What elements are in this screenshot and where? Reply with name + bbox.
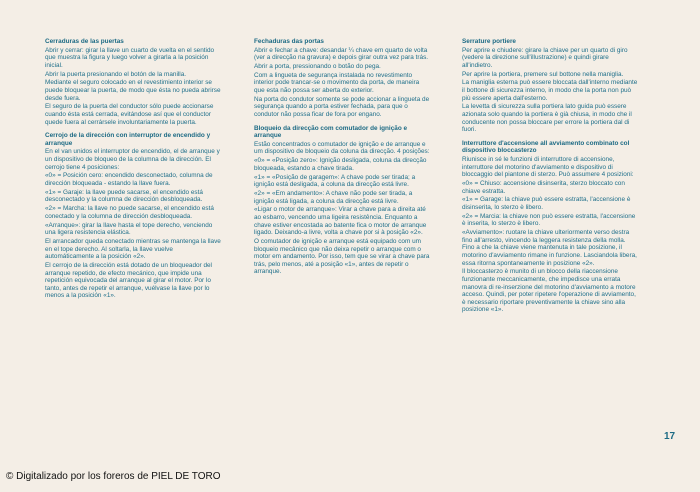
paragraph: «Avviamento»: ruotare la chiave ulteriormente verso destra fino all'arresto, vincendo la leggera resistenza della molla. Fino a che la chiave viene mantenuta in tale posizione, il motorino d'avviamento rimane in funzione. Lasciandola libera, essa ritorna spontaneamente in posizione «2». xyxy=(462,229,637,267)
paragraph: Mediante el seguro colocado en el revestimiento interior se puede bloquear la puerta, de modo que ésta no pueda abrirse desde fuera. xyxy=(45,79,221,102)
paragraph: Il bloccasterzo è munito di un blocco della riaccensione funzionante meccanicamente, che impedisce una errata manovra di re-inserzione del motorino d'avviamento a motore acceso. Quindi, per poter ripetere l'operazione di avviamento, è necessario riportare preventivamente la chiave sino alla posizione «1». xyxy=(462,268,636,314)
paragraph: «2» = Marcia: la chiave non può essere estratta, l'accensione è inserita, lo sterzo è libero. xyxy=(462,212,636,228)
paragraph: Abrir e fechar a chave: desandar ¼ chave em quarto de volta (ver a direcção na gravura) e depois girar outra vez para trás. xyxy=(254,46,429,62)
paragraph: La maniglia esterna può essere bloccata dall'interno mediante il bottone di sicurezza interno, in modo che la porta non può più essere aperta dall'esterno. xyxy=(462,79,638,102)
column-portuguese xyxy=(254,38,430,277)
page-number: 17 xyxy=(664,431,676,442)
paragraph: Abrir a porta, pressionando o botão do pega. xyxy=(254,62,381,70)
paragraph: La levetta di sicurezza sulla portiera lato guida può essere azionata solo quando la portiera è già chiusa, in modo che il conducente non possa bloccare per errore la portiera dal di fuori. xyxy=(462,103,632,134)
paragraph: Per aprire la portiera, premere sul bottone nella maniglia. xyxy=(462,70,624,78)
paragraph: «1» = Garaje: la llave puede sacarse, el encendido está desconectado y la columna de dirección desbloqueada. xyxy=(45,188,203,204)
column-italian xyxy=(462,38,638,315)
paragraph: Riunisce in sé le funzioni di interruttore di accensione, interruttore del motorino d'avviamento e dispositivo di bloccaggio del piantone di sterzo. Può assumere 4 posizioni: xyxy=(462,156,634,179)
footer-credit: © Digitalizado por los foreros de PIEL DE TORO xyxy=(6,471,221,482)
paragraph: Abrir la puerta presionando el botón de la manilla. xyxy=(45,70,187,78)
paragraph: «2» = Marcha: la llave no puede sacarse, el encendido está conectado y la columna de dirección desbloqueada. xyxy=(45,205,214,220)
section-heading: Serrature portiere xyxy=(462,38,516,45)
paragraph: En el van unidos el interruptor de encendido, el de arranque y un dispositivo de bloqueo de la columna de la dirección. El cerrojo tiene 4 posiciones: xyxy=(45,148,220,171)
paragraph: «1» = «Posição de garagem»: A chave pode ser tirada; a ignição está desligada, a coluna da direcção está livre. xyxy=(254,173,416,189)
paragraph: Abrir y cerrar: girar la llave un cuarto de vuelta en el sentido que muestra la figura y luego volver a girarla a la posición inicial. xyxy=(45,46,215,69)
paragraph: El cerrojo de la dirección está dotado de un bloqueador del arranque repetido, de efecto mecánico, que impide una repetición equivocada del arranque al girar el motor. Por lo tanto, antes de repetir el arranque, vuélvase la llave por lo menos a la posición «1». xyxy=(45,261,212,300)
paragraph: El seguro de la puerta del conductor sólo puede accionarse cuando ésta está cerrada, evitándose así que el conductor quede fuera al cerrársele involuntariamente la puerta. xyxy=(45,103,214,126)
section-heading: Interruttore d'accensione all avviamento combinato col dispositivo bloccasterzo xyxy=(462,139,630,155)
paragraph: «1» = Garage: la chiave può essere estratta, l'accensione è disinserita, lo sterzo è libero. xyxy=(462,196,631,211)
paragraph: Com a lingueta de segurança instalada no revestimento interior pode trancar-se o movimento da porta, de maneira que esta não possa ser aberta do exterior. xyxy=(254,71,420,94)
section-heading: Fechaduras das portas xyxy=(254,38,324,45)
section-heading: Cerraduras de las puertas xyxy=(45,38,124,45)
section-heading: Bloqueio da direcção com comutador de ignição e arranque xyxy=(254,124,408,140)
paragraph: «Ligar o motor de arranque»: Virar a chave para a direita até ao esbarro, vencendo uma ligeira resistência. Enquanto a chave estiver encostada ao batente fica o motor de arranque ligado. Deixando-a livre, volta a chave por si à posição «2». xyxy=(254,206,427,237)
paragraph: Per aprire e chiudere: girare la chiave per un quarto di giro (vedere la direzione sull'illustrazione) e quindi girare all'indietro. xyxy=(462,46,628,69)
paragraph: Estão concentrados o comutador de ignição e de arranque e um dispositivo de bloqueio da coluna da direcção. 4 posições: xyxy=(254,140,430,156)
paragraph: «2» = «Em andamento»: A chave não pode ser tirada, a ignição está ligada, a coluna da direcção está livre. xyxy=(254,190,413,205)
paragraph: O comutador de ignição e arranque está equipado com um bloqueio mecânico que não deixa repetir o arranque com o motor em andamento. Por isso, tem que se virar a chave para trás, pelo menos, até a posição «1», antes de repetir o arranque. xyxy=(254,237,430,276)
paragraph: «0» = Chiuso: accensione disinserita, sterzo bloccato con chiave estratta. xyxy=(462,180,625,195)
section-heading: Cerrojo de la dirección con interruptor de encendido y arranque xyxy=(45,132,211,147)
paragraph: «Arranque»: girar la llave hasta el tope derecho, venciendo una ligera resistencia elástica. xyxy=(45,221,213,237)
paragraph: «0» = Posición cero: encendido desconectado, columna de dirección bloqueada - estando la llave fuera. xyxy=(45,172,213,188)
column-spanish xyxy=(45,38,221,301)
paragraph: Na porta do condutor somente se pode accionar a lingueta de segurança quando a porta estiver fechada, para que o condutor não possa ficar de fora por engano. xyxy=(254,95,430,118)
paragraph: «0» = «Posição zero»: Ignição desligada, coluna da direcção bloqueada, estando a chave tirada. xyxy=(254,157,427,172)
paragraph: El arrancador queda conectado mientras se mantenga la llave en el tope derecho. Al soltarla, la llave vuelve automáticamente a la posición «2». xyxy=(45,237,221,261)
